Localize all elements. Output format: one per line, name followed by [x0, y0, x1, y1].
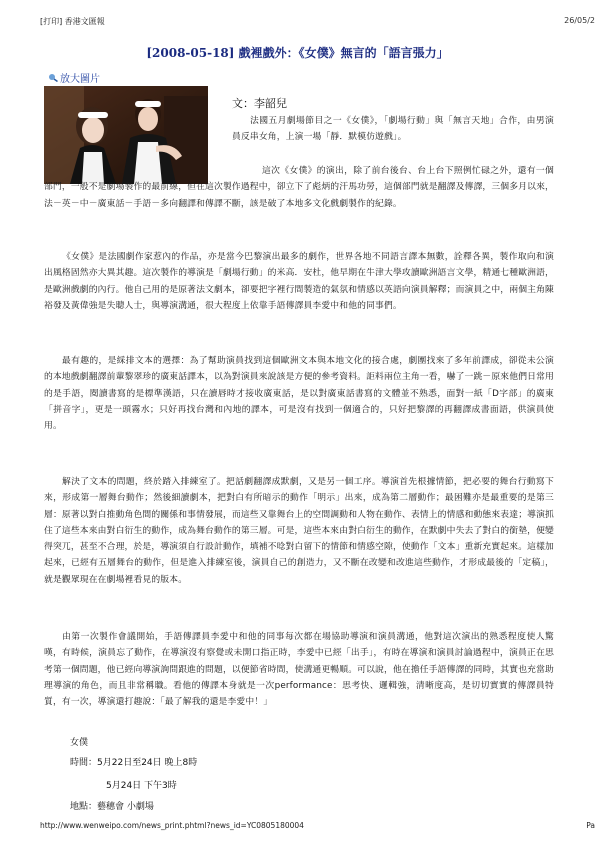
show-title: 女僕 [70, 738, 89, 748]
footer-url: http://www.wenweipo.com/news_print.phtml?news_id=YC0805180004 [40, 821, 304, 830]
article-title: [2008-05-18] 戲裡戲外：《女僕》無言的「語言張力」 [146, 46, 449, 60]
magnifier-icon [48, 73, 58, 82]
time-value-1: 5月22日至24日 晚上8時 [97, 758, 198, 768]
time-line-2: 5月24日 下午3時 [106, 781, 177, 791]
paragraph-1: 法國五月劇場節目之一《女僕》，「劇場行動」與「無言天地」合作，由男演員反串女角，上演一場「靜．默模仿遊戲」。 [232, 116, 554, 143]
paragraph-4: 最有趣的，是綵排文本的選擇：為了幫助演員找到這個歐洲文本與本地文化的接合處，劇團找來了多年前譯成，卻從未公演的本地戲劇翻譯前輩黎翠珍的廣東話譯本，以為對演員來說該是方便的參考資料。詎料兩位主角一看，嚇了一跳－原來他們日常用的是手語，閱讀書寫的是標準漢語，只在讀唇時才接收廣東話，是以對廣東話書寫的文體並不熟悉，面對一紙「D字部」的廣東「拼音字」，更是一頭霧水；只好再找台灣和內地的譯本，可是沒有找到一個適合的，只好把黎譯的再翻譯成書面語，供演員使用。 [44, 356, 554, 432]
byline: 文：李韶兒 [232, 97, 287, 110]
print-header: [打印] 香港文匯報 [40, 17, 105, 26]
footer-page: Pa [586, 821, 595, 830]
venue-value: 藝穗會 小劇場 [97, 802, 154, 812]
paragraph-2: 這次《女僕》的演出，除了前台後台、台上台下照例忙碌之外，還有一個部門，一般不是劇場製作的最前線，但在這次製作過程中，卻立下了彪炳的汗馬功勞，這個部門就是翻譯及傳譯，三個多月以來，法－英－中－廣東話－手語－多向翻譯和傳譯不斷，該是破了本地多文化戲劇製作的紀錄。 [44, 166, 554, 209]
enlarge-image-link[interactable] [48, 70, 100, 85]
paragraph-3: 《女僕》是法國劇作家惹內的作品，亦是當今巴黎演出最多的劇作，世界各地不同語言譯本無數，詮釋各異，製作取向和演出風格固然亦大異其趣。這次製作的導演是「劇場行動」的米高．安杜，他早期在牛津大學攻讀歐洲語言文學，精通七種歐洲語，是歐洲戲劇的內行。他自己用的是原著法文劇本，卻要把字裡行間製造的氣氛和情感以英語向演員解釋；而演員之中，兩個主角陳裕發及黃偉強是失聰人士，與導演溝通，很大程度上依靠手語傳譯員李愛中和他的同事們。 [44, 252, 554, 311]
venue-line [70, 799, 154, 812]
venue-label: 地點： [70, 802, 98, 812]
time-line-1 [70, 755, 197, 768]
print-date: 26/05/2 [564, 16, 595, 25]
time-label: 時間： [70, 758, 98, 768]
paragraph-6: 由第一次製作會議開始，手語傳譯員李愛中和他的同事每次都在場協助導演和演員溝通，他對這次演出的熟悉程度使人驚嘆，有時候，演員忘了動作，在導演沒有察覺或未開口指正時，李愛中已經「出手」，有時在導演和演員討論過程中，演員正在思考第一個問題，他已經向導演詢問跟進的問題，以便節省時間，使溝通更暢順。可以說，他在擔任手語傳譯的同時，其實也充當助理導演的角色，而且非常稱職。看他的傳譯本身就是一次performance：思考快、邏輯強，清晰度高，是切切實實的傳譯員特質，有一次，導演還打趣說：「最了解我的還是李愛中！」 [44, 632, 554, 708]
enlarge-label: 放大圖片 [60, 74, 100, 85]
paragraph-5: 解決了文本的問題，終於踏入排練室了。把話劇翻譯成默劇，又是另一個工序。導演首先根據情節，把必要的舞台行動寫下來，形成第一層舞台動作；然後細讀劇本，把對白有所暗示的動作「明示」出來，成為第二層動作；最困難亦是最重要的是第三層：原著以對白推動角色間的關係和事情發展，而這些又靠舞台上的空間調動和人物在動作、表情上的情感和動態來表達；導演抓住了這些本來由對白衍生的動作，成為舞台動作的第三層。可是，這些本來由對白衍生的動作，在默劇中失去了對白的銜墊，便變得突兀，甚至不合理，於是，導演須自行設計動作，填補不唸對白留下的情節和情感空隙，使動作「文本」重新充實起來。這樣加起來，已經有五層舞台的動作，但是進入排練室後，演員自己的創造力，又不斷在改變和改進這些動作，才形成最後的「定稿」，就是觀眾現在在劇場裡看見的版本。 [44, 477, 554, 585]
